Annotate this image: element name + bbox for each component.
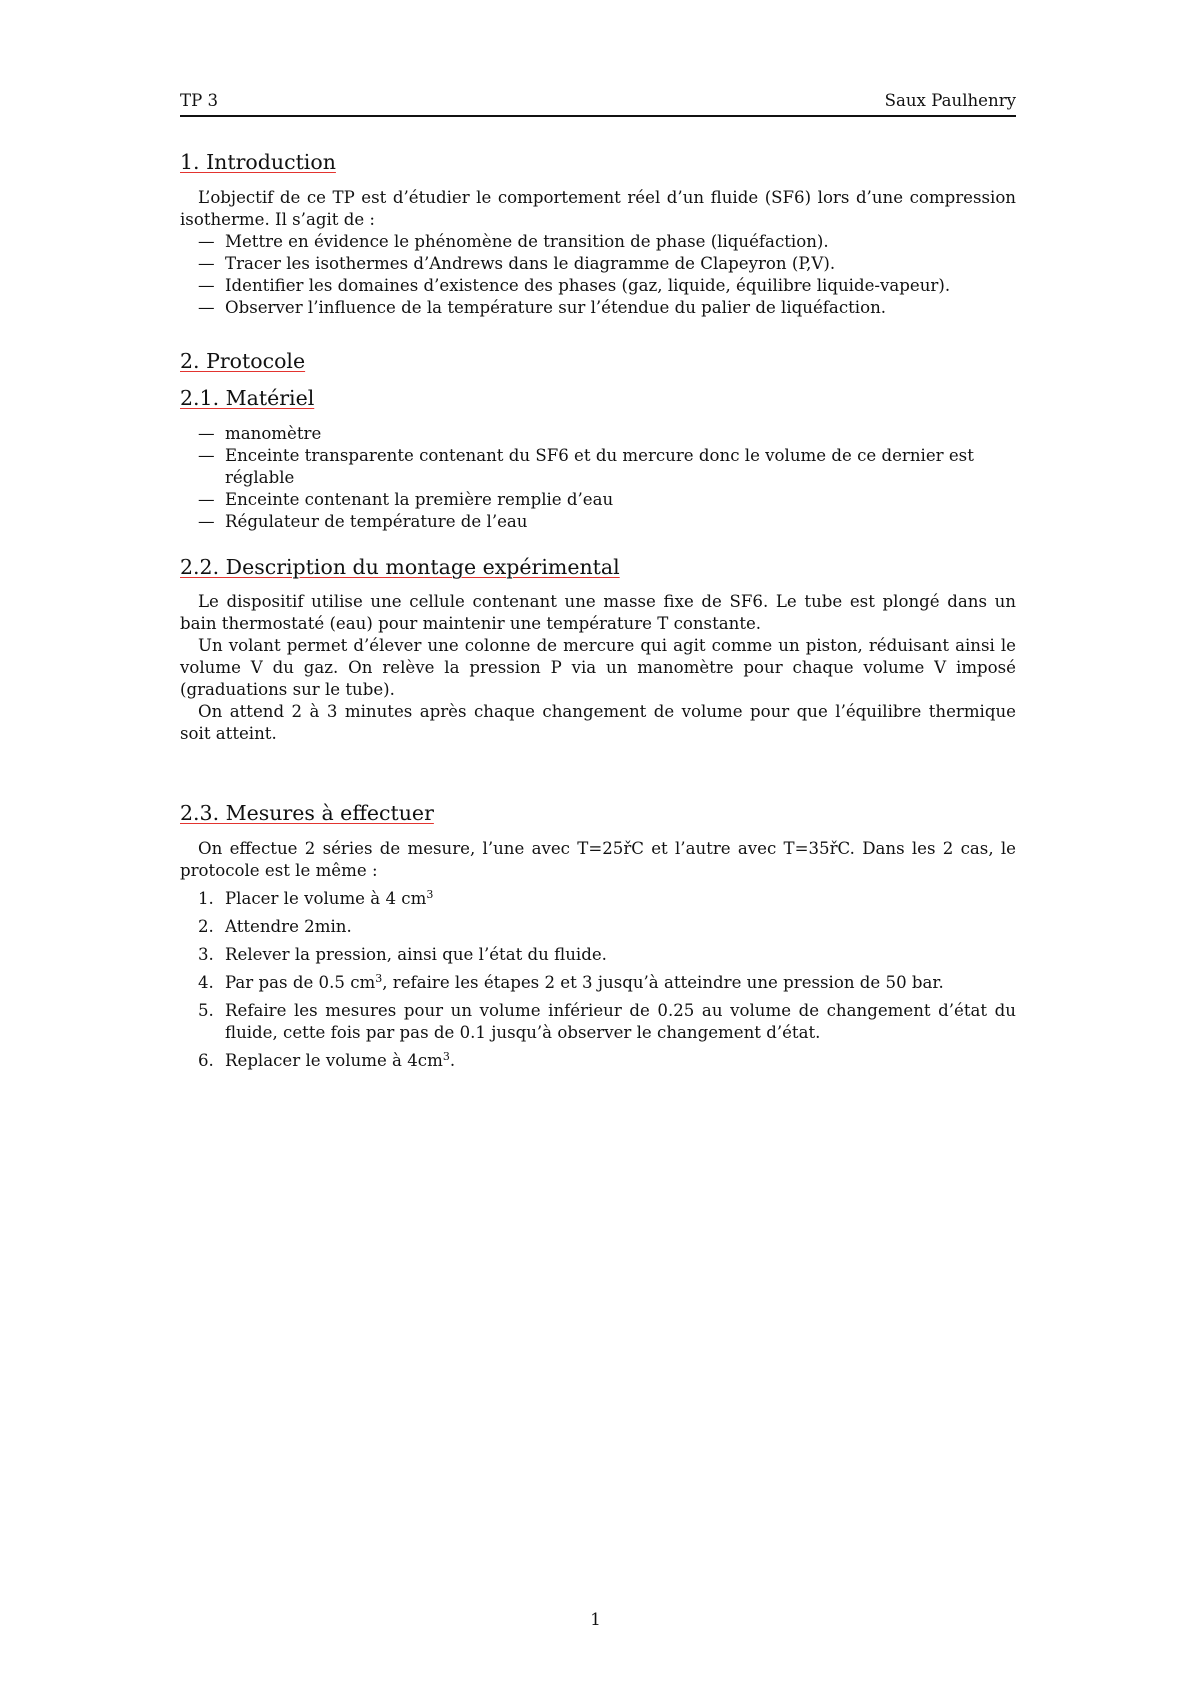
description-paragraph: Le dispositif utilise une cellule contenant une masse fixe de SF6. Le tube est plongé dans un bain thermostaté (eau) pour maintenir une température T constante. <box>180 592 1016 634</box>
step-text: Refaire les mesures pour un volume inférieur de 0.25 au volume de changement d’état du fluide, cette fois par pas de 0.1 jusqu’à observer le changement d’état. <box>225 1000 1016 1042</box>
header-rule <box>180 115 1016 117</box>
section-title-description: 2.2. Description du montage expérimental <box>180 554 620 579</box>
materiel-list <box>180 423 1016 533</box>
step-item <box>198 916 1016 938</box>
steps-list <box>180 888 1016 1072</box>
step-text: Attendre 2min. <box>225 916 352 936</box>
section-protocole <box>180 349 1016 374</box>
section-title-materiel: 2.1. Matériel <box>180 386 315 411</box>
step-superscript: 3 <box>442 1049 450 1063</box>
step-item <box>198 944 1016 966</box>
list-item: — Mettre en évidence le phénomène de transition de phase (liquéfaction). <box>198 231 1016 253</box>
step-text: Placer le volume à 4 cm <box>225 888 427 908</box>
section-title-protocole: 2. Protocole <box>180 348 306 373</box>
step-item <box>198 972 1016 994</box>
step-number: 4. <box>198 972 214 992</box>
mesures-paragraph: On effectue 2 séries de mesure, l’une avec T=25řC et l’autre avec T=35řC. Dans les 2 cas, le protocole est le même : <box>180 838 1016 880</box>
header-right: Saux Paulhenry <box>884 91 1016 111</box>
step-number: 5. <box>198 1000 214 1020</box>
step-superscript: 3 <box>426 887 434 901</box>
step-number: 6. <box>198 1050 214 1070</box>
document-page <box>180 88 1016 1078</box>
step-number: 1. <box>198 888 214 908</box>
description-paragraph: On attend 2 à 3 minutes après chaque changement de volume pour que l’équilibre thermique soit atteint. <box>180 702 1016 744</box>
description-paragraph: Un volant permet d’élever une colonne de mercure qui agit comme un piston, réduisant ainsi le volume V du gaz. On relève la pression P via un manomètre pour chaque volume V imposé (graduations sur le tube). <box>180 636 1016 700</box>
step-item <box>198 1050 1016 1072</box>
step-text: Par pas de 0.5 cm <box>225 972 376 992</box>
page-header <box>180 88 1016 110</box>
step-item <box>198 1000 1016 1044</box>
step-text-after: . <box>449 1050 456 1070</box>
list-item: — Tracer les isothermes d’Andrews dans le diagramme de Clapeyron (P,V). <box>198 253 1016 275</box>
list-item: — Régulateur de température de l’eau <box>198 511 1016 533</box>
section-introduction <box>180 150 1016 319</box>
section-materiel <box>180 386 1016 533</box>
list-item: — Identifier les domaines d’existence des phases (gaz, liquide, équilibre liquide-vapeur). <box>198 275 1016 297</box>
step-text-after: , refaire les étapes 2 et 3 jusqu’à atteindre une pression de 50 bar. <box>382 972 944 992</box>
list-item: — Enceinte contenant la première remplie d’eau <box>198 489 1016 511</box>
step-number: 2. <box>198 916 214 936</box>
header-left: TP 3 <box>180 91 219 111</box>
introduction-paragraph: L’objectif de ce TP est d’étudier le comportement réel d’un fluide (SF6) lors d’une compression isotherme. Il s’agit de : <box>180 187 1016 229</box>
section-mesures <box>180 801 1016 1072</box>
list-item: — Enceinte transparente contenant du SF6 et du mercure donc le volume de ce dernier est réglable <box>198 445 1016 489</box>
page-number: 1 <box>590 1610 601 1629</box>
section-description <box>180 555 1016 746</box>
objectives-list <box>180 231 1016 319</box>
list-item: — Observer l’influence de la température sur l’étendue du palier de liquéfaction. <box>198 297 1016 319</box>
list-item: — manomètre <box>198 423 1016 445</box>
section-title-mesures: 2.3. Mesures à effectuer <box>180 801 434 826</box>
step-text: Replacer le volume à 4cm <box>225 1050 443 1070</box>
step-number: 3. <box>198 944 214 964</box>
step-superscript: 3 <box>375 971 383 985</box>
step-item <box>198 888 1016 910</box>
step-text: Relever la pression, ainsi que l’état du fluide. <box>225 944 607 964</box>
section-title-introduction: 1. Introduction <box>180 150 336 174</box>
